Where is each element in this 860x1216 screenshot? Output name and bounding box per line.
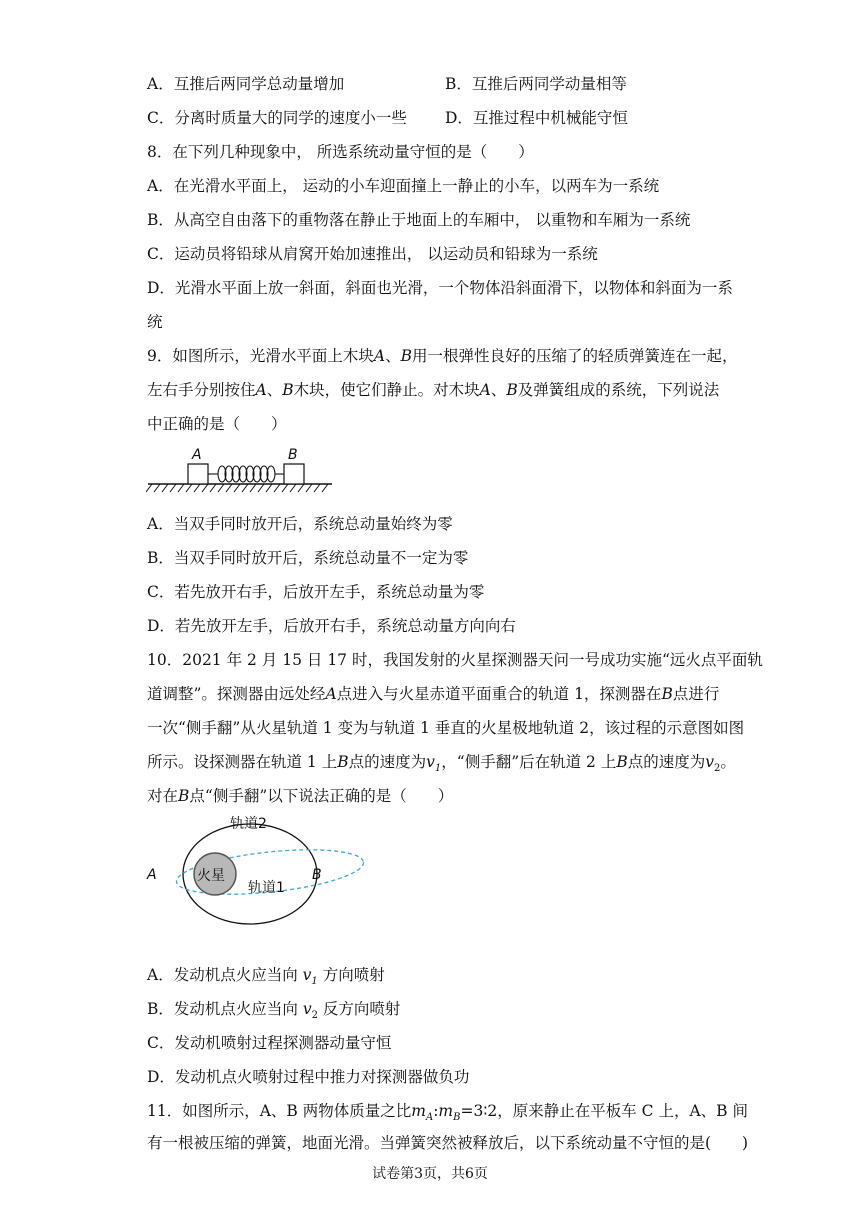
q10-stem-line4: 所示。设探测器在轨道 1 上B点的速度为$v_1$，“侧手翻”后在轨道 2 上B点的速度为$v_2$。: [147, 753, 736, 775]
q7-option-a: A．互推后两同学总动量增加: [147, 75, 345, 93]
spring: [208, 466, 284, 482]
q10-stem-line5: 对在B点“侧手翻”以下说法正确的是（ ）: [147, 787, 454, 805]
q8-option-c: C．运动员将铅球从肩窝开始加速推出， 以运动员和铅球为一系统: [147, 245, 598, 263]
q8-option-d: D．光滑水平面上放一斜面，斜面也光滑，一个物体沿斜面滑下，以物体和斜面为一系: [147, 279, 733, 297]
q10-option-c: C．发动机喷射过程探测器动量守恒: [147, 1034, 392, 1052]
q9-option-b: B．当双手同时放开后，系统总动量不一定为零: [147, 549, 469, 567]
q10-stem-line3: 一次“侧手翻”从火星轨道 1 变为与轨道 1 垂直的火星极地轨道 2，该过程的示意图如图: [147, 719, 745, 737]
point-a-label: A: [147, 867, 157, 883]
q10-orbit-figure: [140, 810, 370, 934]
q9-spring-figure: [146, 442, 336, 498]
mars-label: 火星: [197, 868, 225, 884]
q11-stem-line1: 11．如图所示，A、B 两物体质量之比$m_A:m_B=3∶2$，原来静止在平板车 C 上，A、B 间: [147, 1102, 748, 1124]
label-a: A: [192, 447, 202, 463]
orbit-1-label: 轨道1: [248, 880, 285, 896]
q8-option-a: A．在光滑水平面上， 运动的小车迎面撞上一静止的小车，以两车为一系统: [147, 177, 660, 195]
orbit-2-label: 轨道2: [230, 816, 267, 832]
block-a: [188, 464, 208, 484]
q7-option-d: D．互推过程中机械能守恒: [445, 109, 628, 127]
q9-option-d: D．若先放开左手，后放开右手，系统总动量方向向右: [147, 617, 516, 635]
q8-option-d-cont: 统: [147, 313, 163, 331]
q9-stem-line1: 9．如图所示，光滑水平面上木块A、B用一根弹性良好的压缩了的轻质弹簧连在一起，: [147, 347, 738, 365]
label-b: B: [288, 447, 298, 463]
q9-option-a: A．当双手同时放开后，系统总动量始终为零: [147, 515, 453, 533]
q10-option-b: B．发动机点火应当向 $v_2$ 反方向喷射: [147, 1000, 401, 1022]
q9-option-c: C．若先放开右手，后放开左手，系统总动量为零: [147, 583, 485, 601]
q7-option-c: C．分离时质量大的同学的速度小一些: [147, 109, 407, 127]
q9-stem-line2: 左右手分别按住A、B木块，使它们静止。对木块A、B及弹簧组成的系统，下列说法: [147, 381, 720, 399]
q9-stem-line3: 中正确的是（ ）: [147, 415, 287, 433]
point-b-label: B: [312, 867, 322, 883]
page-footer: 试卷第3页，共6页: [372, 1166, 488, 1182]
q10-option-d: D．发动机点火喷射过程中推力对探测器做负功: [147, 1068, 470, 1086]
q8-option-b: B．从高空自由落下的重物落在静止于地面上的车厢中， 以重物和车厢为一系统: [147, 211, 691, 229]
q8-stem: 8．在下列几种现象中， 所选系统动量守恒的是（ ）: [147, 143, 534, 161]
q10-option-a: A．发动机点火应当向 $v_1$ 方向喷射: [147, 966, 385, 988]
q10-stem-line1: 10．2021 年 2 月 15 日 17 时，我国发射的火星探测器天问一号成功实施“远火点平面轨: [147, 651, 763, 669]
q10-stem-line2: 道调整”。探测器由远处经A点进入与火星赤道平面重合的轨道 1，探测器在B点进行: [147, 685, 720, 703]
block-b: [284, 464, 304, 484]
q11-stem-line2: 有一根被压缩的弹簧，地面光滑。当弹簧突然被释放后，以下系统动量不守恒的是( ): [147, 1134, 749, 1152]
q7-option-b: B．互推后两同学动量相等: [445, 75, 627, 93]
